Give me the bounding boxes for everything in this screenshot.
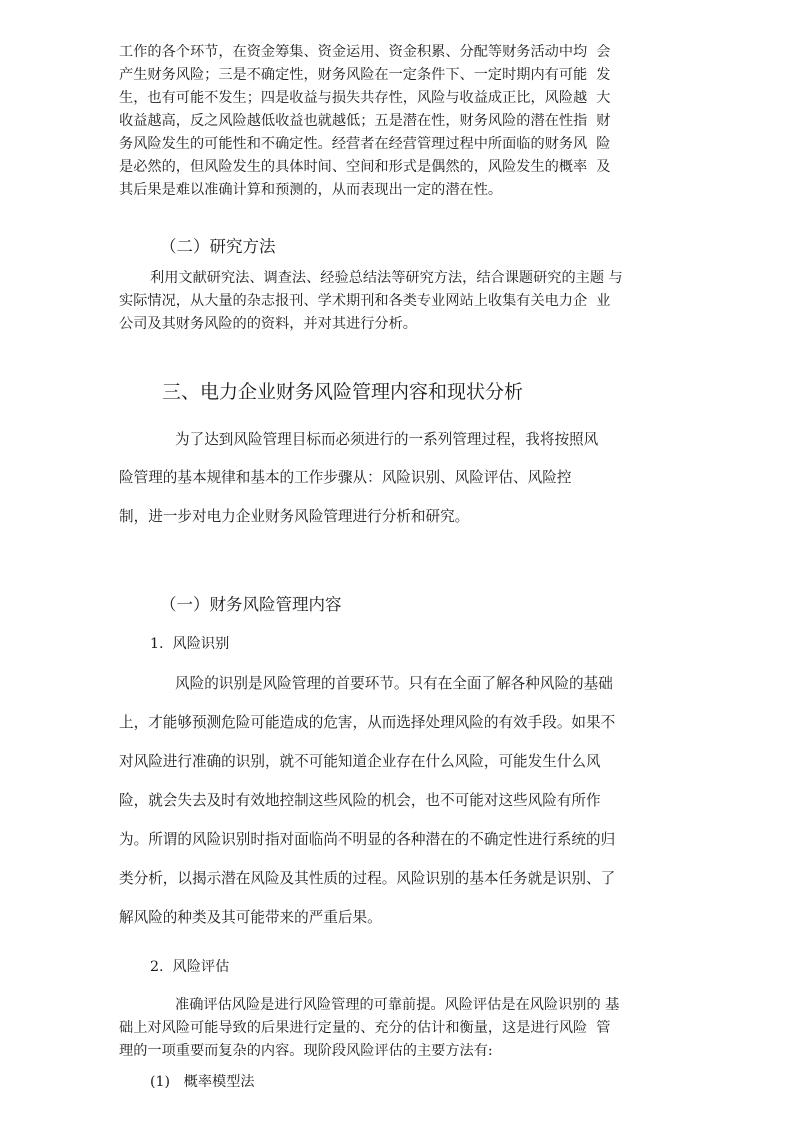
text-line: 险管理的基本规律和基本的工作步骤从：风险识别、风险评估、风险控 xyxy=(119,469,572,486)
subitem-title: (1) 概率模型法 xyxy=(150,1074,255,1090)
text-line: 实际情况，从大量的杂志报刊、学术期刊和各类专业网站上收集有关电力企 业 xyxy=(119,293,611,309)
section-heading: （二）研究方法 xyxy=(160,237,276,256)
text-line: 工作的各个环节，在资金筹集、资金运用、资金积累、分配等财务活动中均 会 xyxy=(119,44,611,60)
text-line: 其后果是难以准确计算和预测的，从而表现出一定的潜在性。 xyxy=(119,182,503,198)
text-line: 风险的识别是风险管理的首要环节。只有在全面了解各种风险的基础 xyxy=(175,675,613,692)
item-title: 1. 风险识别 xyxy=(150,636,230,652)
text-line: 产生财务风险；三是不确定性，财务风险在一定条件下、一定时期内有可能 发 xyxy=(119,67,611,83)
section-heading: （一）财务风险管理内容 xyxy=(160,595,342,614)
text-line: 务风险发生的可能性和不确定性。经营者在经营管理过程中所面临的财务风 险 xyxy=(119,136,611,152)
text-line: 础上对风险可能导致的后果进行定量的、充分的估计和衡量，这是进行风险 管 xyxy=(119,1020,611,1036)
text-line: 上，才能够预测危险可能造成的危害，从而选择处理风险的有效手段。如果不 xyxy=(119,714,616,731)
text-line: 为。所谓的风险识别时指对面临尚不明显的各种潜在的不确定性进行系统的归 xyxy=(119,831,616,848)
text-line: 险，就会失去及时有效地控制这些风险的机会，也不可能对这些风险有所作 xyxy=(119,792,601,809)
text-line: 收益越高，反之风险越低收益也就越低；五是潜在性，财务风险的潜在性指 财 xyxy=(119,113,611,129)
text-line: 解风险的种类及其可能带来的严重后果。 xyxy=(119,909,382,926)
text-line: 准确评估风险是进行风险管理的可靠前提。风险评估是在风险识别的 基 xyxy=(175,997,620,1013)
text-line: 是必然的，但风险发生的具体时间、空间和形式是偶然的，风险发生的概率 及 xyxy=(119,159,611,175)
text-line: 类分析，以揭示潜在风险及其性质的过程。风险识别的基本任务就是识别、了 xyxy=(119,870,616,887)
text-line: 公司及其财务风险的的资料，并对其进行分析。 xyxy=(119,316,417,332)
text-line: 为了达到风险管理目标而必须进行的一系列管理过程，我将按照风 xyxy=(175,431,599,448)
text-line: 理的一项重要而复杂的内容。现阶段风险评估的主要方法有: xyxy=(119,1043,493,1059)
text-line: 对风险进行准确的识别，就不可能知道企业存在什么风险，可能发生什么风 xyxy=(119,753,601,770)
text-line: 生，也有可能不发生；四是收益与损失共存性，风险与收益成正比，风险越 大 xyxy=(119,90,611,106)
item-title: 2. 风险评估 xyxy=(150,959,230,975)
text-line: 利用文献研究法、调查法、经验总结法等研究方法，结合课题研究的主题 与 xyxy=(150,270,623,286)
text-line: 制，进一步对电力企业财务风险管理进行分析和研究。 xyxy=(119,508,470,525)
chapter-heading: 三、电力企业财务风险管理内容和现状分析 xyxy=(162,381,524,403)
